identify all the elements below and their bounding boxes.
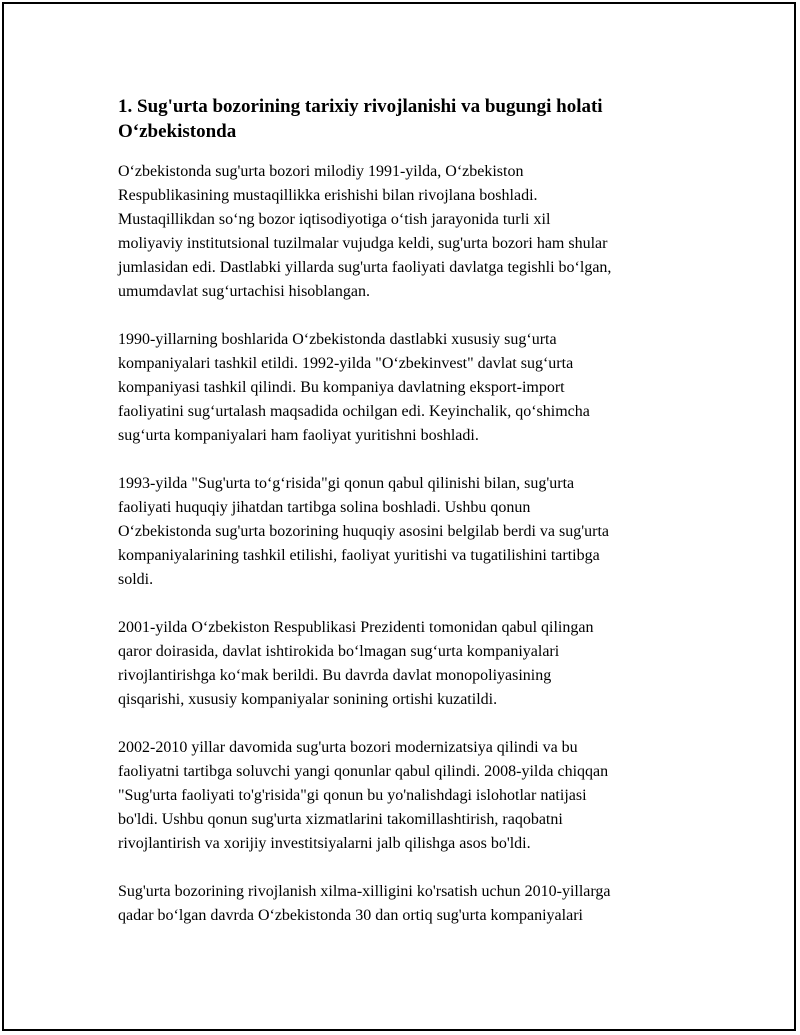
- text-line: kompaniyalarining tashkil etilishi, faoliyat yuritishi va tugatilishini tartibga: [118, 547, 600, 564]
- text-line: 2001-yilda O‘zbekiston Respublikasi Prezidenti tomonidan qabul qilingan: [118, 619, 594, 636]
- text-line: faoliyatni tartibga soluvchi yangi qonunlar qabul qilindi. 2008-yilda chiqqan: [118, 763, 609, 780]
- text-line: rivojlantirish va xorijiy investitsiyalarni jalb qilishga asos bo'ldi.: [118, 835, 531, 852]
- paragraph-5: [118, 736, 698, 856]
- text-line: soldi.: [118, 571, 154, 588]
- text-line: umumdavlat sug‘urtachisi hisoblangan.: [118, 283, 370, 300]
- text-line: 1993-yilda "Sug'urta to‘g‘risida"gi qonun qabul qilinishi bilan, sug'urta: [118, 475, 575, 492]
- paragraph-6: [118, 880, 698, 928]
- paragraph-3: [118, 472, 698, 592]
- text-line: Respublikasining mustaqillikka erishishi bilan rivojlana boshladi.: [118, 187, 538, 204]
- text-line: O‘zbekistonda sug'urta bozorining huquqiy asosini belgilab berdi va sug'urta: [118, 523, 609, 540]
- text-line: moliyaviy institutsional tuzilmalar vujudga keldi, sug'urta bozori ham shular: [118, 235, 608, 252]
- text-line: qaror doirasida, davlat ishtirokida bo‘lmagan sug‘urta kompaniyalari: [118, 643, 560, 660]
- text-line: kompaniyalari tashkil etildi. 1992-yilda "O‘zbekinvest" davlat sug‘urta: [118, 355, 574, 372]
- text-line: Mustaqillikdan so‘ng bozor iqtisodiyotiga o‘tish jarayonida turli xil: [118, 211, 551, 228]
- text-line: bo'ldi. Ushbu qonun sug'urta xizmatlarini takomillashtirish, raqobatni: [118, 811, 563, 828]
- text-line: faoliyati huquqiy jihatdan tartibga solina boshladi. Ushbu qonun: [118, 499, 531, 516]
- paragraph-4: [118, 616, 698, 712]
- heading-line: 1. Sug'urta bozorining tarixiy rivojlanishi va bugungi holati: [118, 96, 603, 117]
- section-heading: [118, 94, 698, 144]
- text-line: "Sug'urta faoliyati to'g'risida"gi qonun bu yo'nalishdagi islohotlar natijasi: [118, 787, 587, 804]
- text-line: 2002-2010 yillar davomida sug'urta bozori modernizatsiya qilindi va bu: [118, 739, 578, 756]
- text-line: jumlasidan edi. Dastlabki yillarda sug'urta faoliyati davlatga tegishli bo‘lgan,: [118, 259, 612, 276]
- text-line: 1990-yillarning boshlarida O‘zbekistonda dastlabki xususiy sug‘urta: [118, 331, 557, 348]
- text-line: faoliyatini sug‘urtalash maqsadida ochilgan edi. Keyinchalik, qo‘shimcha: [118, 403, 590, 420]
- paragraph-2: [118, 328, 698, 448]
- heading-line: O‘zbekistonda: [118, 121, 237, 142]
- document-body: [118, 94, 698, 928]
- text-line: sug‘urta kompaniyalari ham faoliyat yuritishni boshladi.: [118, 427, 479, 444]
- text-line: qisqarishi, xususiy kompaniyalar sonining ortishi kuzatildi.: [118, 691, 498, 708]
- text-line: Sug'urta bozorining rivojlanish xilma-xilligini ko'rsatish uchun 2010-yillarga: [118, 883, 611, 900]
- text-line: qadar bo‘lgan davrda O‘zbekistonda 30 dan ortiq sug'urta kompaniyalari: [118, 907, 583, 924]
- text-line: kompaniyasi tashkil qilindi. Bu kompaniya davlatning eksport-import: [118, 379, 565, 396]
- text-line: rivojlantirishga ko‘mak berildi. Bu davrda davlat monopoliyasining: [118, 667, 552, 684]
- text-line: O‘zbekistonda sug'urta bozori milodiy 1991-yilda, O‘zbekiston: [118, 163, 524, 180]
- paragraph-1: [118, 160, 698, 304]
